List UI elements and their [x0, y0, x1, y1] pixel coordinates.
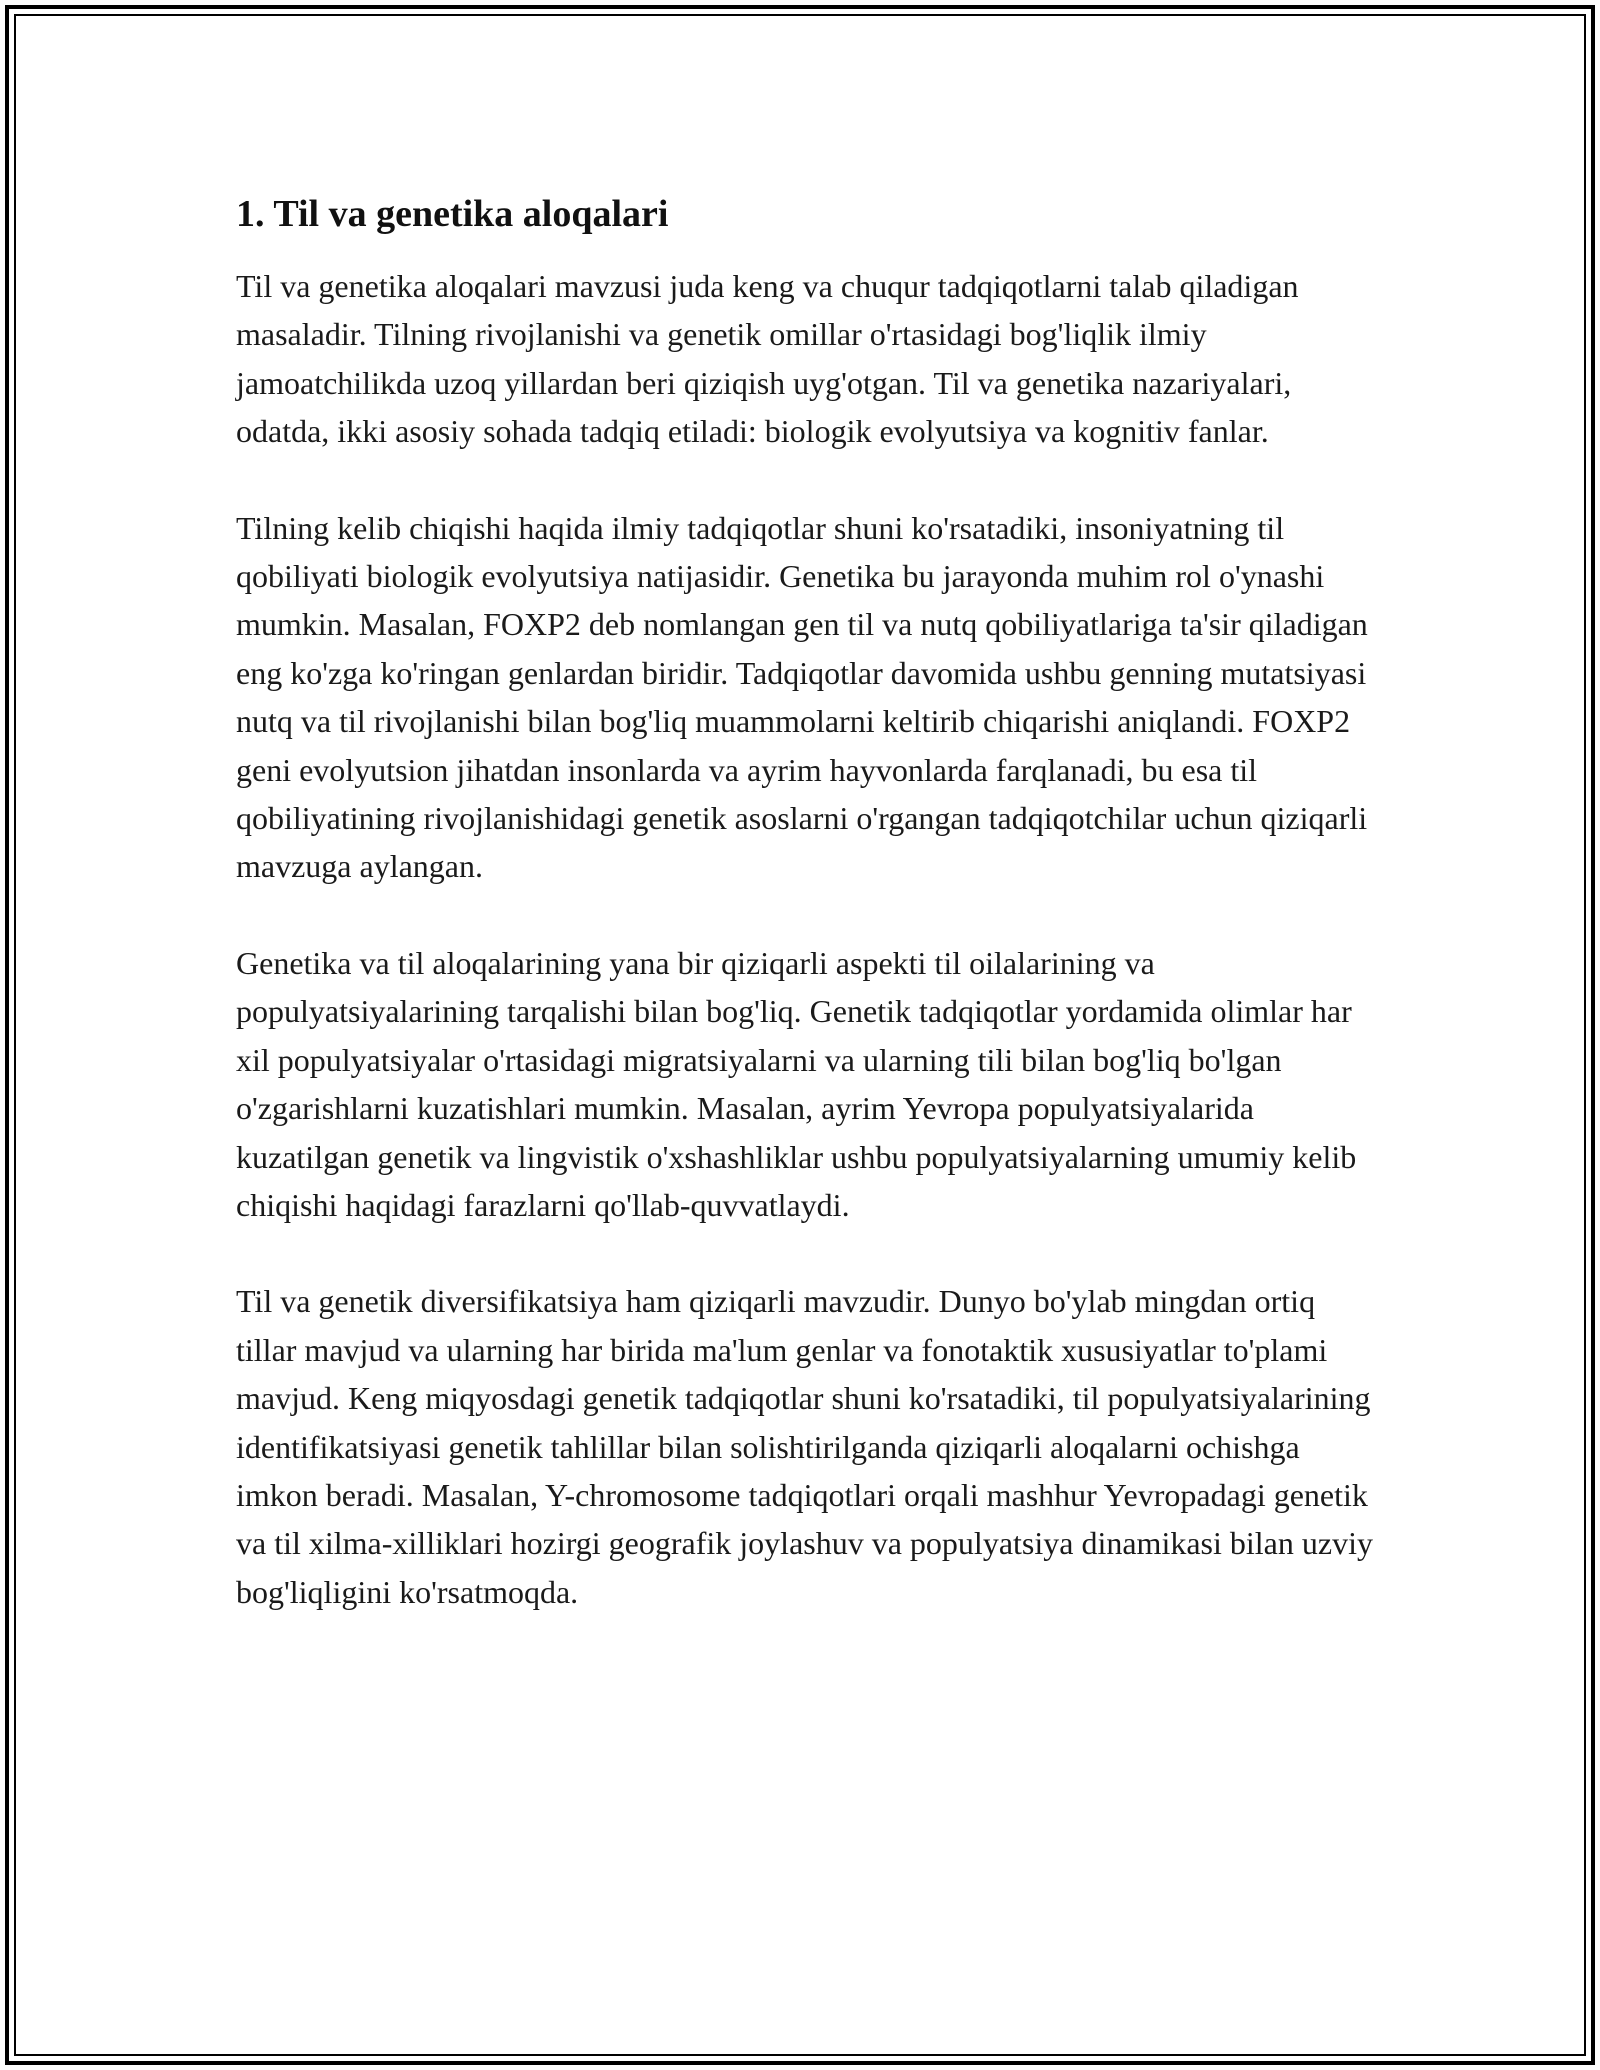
- paragraph-3: Genetika va til aloqalarining yana bir qiziqarli aspekti til oilalarining va populyatsiyalarining tarqalishi bilan bog'liq. Genetik tadqiqotlar yordamida olimlar har xil populyatsiyalar o'rtasidagi migratsiyalarni va ularning tili bilan bog'liq bo'lgan o'zgarishlarni kuzatishlari mumkin. Masalan, ayrim Yevropa populyatsiyalarida kuzatilgan genetik va lingvistik o'xshashliklar ushbu populyatsiyalarning umumiy kelib chiqishi haqidagi farazlarni qo'llab-quvvatlaydi.: [236, 944, 1357, 1223]
- paragraph-2: Tilning kelib chiqishi haqida ilmiy tadqiqotlar shuni ko'rsatadiki, insoniyatning til qobiliyati biologik evolyutsiya natijasidir. Genetika bu jarayonda muhim rol o'ynashi mumkin. Masalan, FOXP2 deb nomlangan gen til va nutq qobiliyatlariga ta'sir qiladigan eng ko'zga ko'ringan genlardan biridir. Tadqiqotlar davomida ushbu genning mutatsiyasi nutq va til rivojlanishi bilan bog'liq muammolarni keltirib chiqarishi aniqlandi. FOXP2 geni evolyutsion jihatdan insonlarda va ayrim hayvonlarda farqlanadi, bu esa til qobiliyatining rivojlanishidagi genetik asoslarni o'rgangan tadqiqotchilar uchun qiziqarli mavzuga aylangan.: [236, 509, 1368, 885]
- section-heading: 1. Til va genetika aloqalari: [236, 193, 669, 235]
- document-body: [236, 188, 1376, 1616]
- paragraph-4: Til va genetik diversifikatsiya ham qiziqarli mavzudir. Dunyo bo'ylab mingdan ortiq tillar mavjud va ularning har birida ma'lum genlar va fonotaktik xususiyatlar to'plami mavjud. Keng miqyosdagi genetik tadqiqotlar shuni ko'rsatadiki, til populyatsiyalarining identifikatsiyasi genetik tahlillar bilan solishtirilganda qiziqarli aloqalarni ochishga imkon beradi. Masalan, Y-chromosome tadqiqotlari orqali mashhur Yevropadagi genetik va til xilma-xilliklari hozirgi geografik joylashuv va populyatsiya dinamikasi bilan uzviy bog'liqligini ko'rsatmoqda.: [236, 1283, 1373, 1610]
- paragraph-1: Til va genetika aloqalari mavzusi juda keng va chuqur tadqiqotlarni talab qiladigan masaladir. Tilning rivojlanishi va genetik omillar o'rtasidagi bog'liqlik ilmiy jamoatchilikda uzoq yillardan beri qiziqish uyg'otgan. Til va genetika nazariyalari, odatda, ikki asosiy sohada tadqiq etiladi: biologik evolyutsiya va kognitiv fanlar.: [236, 268, 1299, 450]
